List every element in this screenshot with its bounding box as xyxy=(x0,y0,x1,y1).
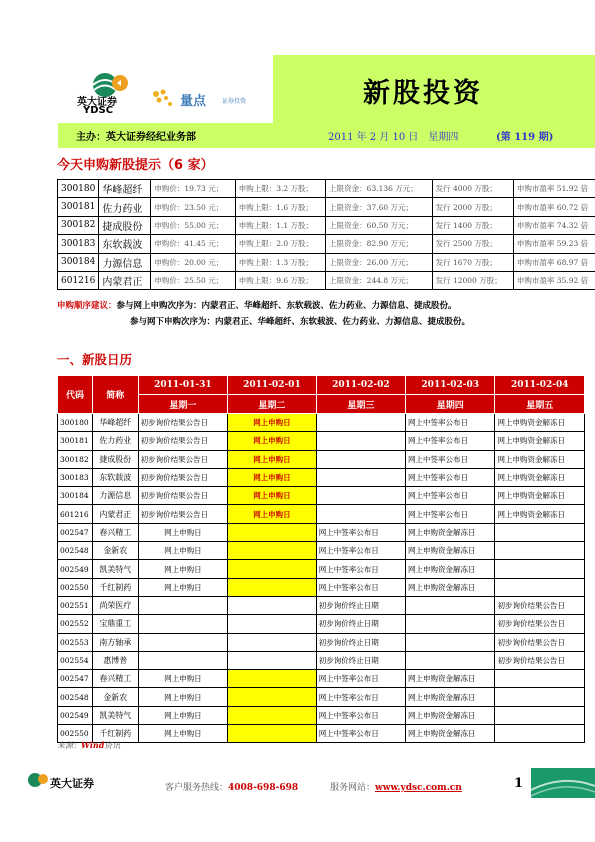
calendar-event xyxy=(138,633,227,651)
calendar-code: 002551 xyxy=(58,596,93,614)
today-ipo-price: 申购价：41.45 元； xyxy=(151,235,235,253)
today-ipo-capital: 上限资金：82.90 万元； xyxy=(326,235,432,253)
today-ipo-limit: 申购上限：2.0 万股； xyxy=(235,235,325,253)
footer-decoration xyxy=(531,768,595,798)
calendar-event: 网上申购资金解冻日 xyxy=(405,725,494,743)
today-ipo-issue: 发行 1670 万股； xyxy=(432,253,513,271)
calendar-name: 捷成股份 xyxy=(92,450,138,468)
col-header-weekday: 星期五 xyxy=(495,395,585,414)
calendar-code: 002547 xyxy=(58,523,93,541)
calendar-event xyxy=(228,633,317,651)
calendar-event: 网上中签率公布日 xyxy=(316,725,405,743)
footer-company: 英大证券 xyxy=(50,777,94,790)
calendar-name: 千红制药 xyxy=(92,578,138,596)
calendar-row xyxy=(58,542,585,560)
calendar-event xyxy=(495,523,585,541)
website-label: 服务网站： xyxy=(330,783,376,793)
calendar-code: 300182 xyxy=(58,450,93,468)
calendar-event xyxy=(138,596,227,614)
calendar-event: 网上申购资金解冻日 xyxy=(405,560,494,578)
calendar-row xyxy=(58,651,585,669)
today-ipo-price: 申购价：23.50 元； xyxy=(151,198,235,216)
calendar-event: 网上中签率公布日 xyxy=(316,542,405,560)
calendar-event: 网上中签率公布日 xyxy=(316,670,405,688)
today-ipo-row xyxy=(58,216,595,234)
calendar-event: 网上申购日 xyxy=(228,450,317,468)
col-header-name: 简称 xyxy=(92,376,138,414)
hotline-label: 客户服务热线： xyxy=(165,783,229,793)
calendar-event xyxy=(316,432,405,450)
logo2-name: 量点 xyxy=(180,94,207,109)
advice-label: 申购顺序建议： xyxy=(57,301,117,311)
today-ipo-limit: 申购上限：9.6 万股； xyxy=(235,271,325,289)
calendar-code: 300184 xyxy=(58,487,93,505)
calendar-name: 宝鼎重工 xyxy=(92,615,138,633)
calendar-name: 惠博普 xyxy=(92,651,138,669)
advice-offline-text: 参与网下申购次序为：内蒙君正、华峰超纤、东软载波、佐力药业、力源信息、捷成股份。 xyxy=(130,317,471,327)
today-ipo-pe: 申购市盈率 35.92 倍 xyxy=(513,271,595,289)
calendar-code: 002547 xyxy=(58,670,93,688)
today-ipo-name: 捷成股份 xyxy=(99,216,151,234)
col-header-date: 2011-01-31 xyxy=(138,376,227,395)
calendar-event xyxy=(228,542,317,560)
today-ipo-limit: 申购上限：1.3 万股； xyxy=(235,253,325,271)
calendar-event xyxy=(316,468,405,486)
calendar-name: 千红制药 xyxy=(92,725,138,743)
calendar-code: 002549 xyxy=(58,706,93,724)
source-prefix: 来源： xyxy=(57,741,81,750)
calendar-code: 002554 xyxy=(58,651,93,669)
calendar-event xyxy=(405,596,494,614)
today-ipo-capital: 上限资金：244.8 万元； xyxy=(326,271,432,289)
today-ipo-table xyxy=(57,179,595,290)
calendar-event: 初步询价终止日期 xyxy=(316,651,405,669)
calendar-event: 初步询价结果公告日 xyxy=(495,596,585,614)
report-date: 2011 年 2 月 10 日 星期四 xyxy=(328,132,459,143)
report-title: 新股投资 xyxy=(363,78,483,109)
calendar-event: 网上中签率公布日 xyxy=(316,523,405,541)
today-ipo-capital: 上限资金：37.60 万元； xyxy=(326,198,432,216)
calendar-code: 002548 xyxy=(58,542,93,560)
calendar-event: 网上申购日 xyxy=(138,670,227,688)
calendar-name: 凯美特气 xyxy=(92,706,138,724)
calendar-name: 尚荣医疗 xyxy=(92,596,138,614)
calendar-row xyxy=(58,633,585,651)
calendar-event: 网上中签率公布日 xyxy=(316,706,405,724)
calendar-event: 网上中签率公布日 xyxy=(405,487,494,505)
today-ipo-name: 东软载波 xyxy=(99,235,151,253)
calendar-name: 内蒙君正 xyxy=(92,505,138,523)
calendar-event: 初步询价结果公告日 xyxy=(495,633,585,651)
col-header-weekday: 星期二 xyxy=(228,395,317,414)
sponsor-text: 主办：英大证券经纪业务部 xyxy=(76,132,196,143)
col-header-date: 2011-02-04 xyxy=(495,376,585,395)
today-ipo-name: 华峰超纤 xyxy=(99,180,151,198)
calendar-event: 初步询价终止日期 xyxy=(316,615,405,633)
calendar-event: 网上申购资金解冻日 xyxy=(405,523,494,541)
calendar-row xyxy=(58,505,585,523)
today-ipo-pe: 申购市盈率 68.97 倍 xyxy=(513,253,595,271)
today-ipo-price: 申购价：19.73 元； xyxy=(151,180,235,198)
logo2-subtitle: 证券投资 xyxy=(222,98,247,105)
calendar-event xyxy=(495,560,585,578)
calendar-event: 网上申购日 xyxy=(138,560,227,578)
calendar-event xyxy=(495,670,585,688)
calendar-event xyxy=(228,670,317,688)
calendar-event xyxy=(405,615,494,633)
calendar-event: 初步询价结果公告日 xyxy=(138,468,227,486)
calendar-code: 002553 xyxy=(58,633,93,651)
calendar-event: 网上申购资金解冻日 xyxy=(405,670,494,688)
source-wind: Wind xyxy=(81,740,105,750)
calendar-event: 网上申购日 xyxy=(228,468,317,486)
calendar-event xyxy=(228,688,317,706)
calendar-event: 网上申购日 xyxy=(228,505,317,523)
today-ipo-price: 申购价：25.50 元； xyxy=(151,271,235,289)
calendar-event: 网上申购资金解冻日 xyxy=(495,505,585,523)
col-header-date: 2011-02-01 xyxy=(228,376,317,395)
calendar-event: 初步询价终止日期 xyxy=(316,633,405,651)
today-ipo-limit: 申购上限：1.6 万股； xyxy=(235,198,325,216)
calendar-row xyxy=(58,578,585,596)
calendar-name: 金新农 xyxy=(92,542,138,560)
calendar-heading: 一、新股日历 xyxy=(57,352,133,367)
today-ipo-pe: 申购市盈率 60.72 倍 xyxy=(513,198,595,216)
calendar-event xyxy=(228,596,317,614)
calendar-event xyxy=(138,651,227,669)
calendar-event xyxy=(316,505,405,523)
calendar-code: 002549 xyxy=(58,560,93,578)
today-ipo-capital: 上限资金：60.50 万元； xyxy=(326,216,432,234)
calendar-row xyxy=(58,523,585,541)
calendar-event xyxy=(228,706,317,724)
calendar-event: 初步询价结果公告日 xyxy=(138,487,227,505)
today-ipo-capital: 上限资金：63.136 万元； xyxy=(326,180,432,198)
calendar-event: 初步询价终止日期 xyxy=(316,596,405,614)
col-header-weekday: 星期三 xyxy=(316,395,405,414)
calendar-name: 华峰超纤 xyxy=(92,414,138,432)
calendar-event xyxy=(495,706,585,724)
issue-number: (第 119 期) xyxy=(496,132,554,143)
calendar-code: 601216 xyxy=(58,505,93,523)
calendar-event: 网上申购日 xyxy=(138,706,227,724)
source-suffix: 资讯 xyxy=(104,741,121,750)
calendar-event: 网上申购日 xyxy=(138,725,227,743)
calendar-name: 凯美特气 xyxy=(92,560,138,578)
calendar-event: 网上申购资金解冻日 xyxy=(495,468,585,486)
calendar-event: 网上申购资金解冻日 xyxy=(495,432,585,450)
today-ipo-issue: 发行 2000 万股； xyxy=(432,198,513,216)
today-ipo-name: 内蒙君正 xyxy=(99,271,151,289)
calendar-row xyxy=(58,706,585,724)
today-ipo-row xyxy=(58,180,595,198)
header-title-area xyxy=(273,55,595,123)
logo-company-abbr: YDSC xyxy=(83,105,114,116)
calendar-event: 初步询价结果公告日 xyxy=(495,615,585,633)
calendar-event: 网上申购资金解冻日 xyxy=(405,578,494,596)
calendar-event: 网上申购日 xyxy=(138,688,227,706)
calendar-event: 网上申购资金解冻日 xyxy=(405,542,494,560)
calendar-code: 002548 xyxy=(58,688,93,706)
footer-logo-icon xyxy=(27,772,49,788)
footer-hotline xyxy=(165,780,298,793)
page-number: 1 xyxy=(514,776,524,791)
calendar-code: 002550 xyxy=(58,725,93,743)
today-ipo-code: 300180 xyxy=(58,180,99,198)
logo-company-name: 英大证券 xyxy=(77,97,117,108)
calendar-name: 南方轴承 xyxy=(92,633,138,651)
calendar-row xyxy=(58,414,585,432)
today-ipo-code: 601216 xyxy=(58,271,99,289)
report-header xyxy=(58,55,595,148)
calendar-code: 300183 xyxy=(58,468,93,486)
calendar-event: 初步询价结果公告日 xyxy=(138,505,227,523)
today-ipo-pe: 申购市盈率 51.92 倍 xyxy=(513,180,595,198)
calendar-event: 网上中签率公布日 xyxy=(405,432,494,450)
today-ipo-name: 佐力药业 xyxy=(99,198,151,216)
data-source xyxy=(57,740,120,751)
calendar-name: 金新农 xyxy=(92,688,138,706)
calendar-name: 力源信息 xyxy=(92,487,138,505)
advice-online xyxy=(57,299,457,311)
calendar-name: 春兴精工 xyxy=(92,670,138,688)
calendar-event: 网上申购资金解冻日 xyxy=(405,688,494,706)
calendar-event: 网上申购日 xyxy=(138,578,227,596)
calendar-event xyxy=(138,615,227,633)
calendar-row xyxy=(58,596,585,614)
today-ipo-limit: 申购上限：1.1 万股； xyxy=(235,216,325,234)
advice-online-text: 参与网上申购次序为：内蒙君正、华峰超纤、东软载波、佐力药业、力源信息、捷成股份。 xyxy=(116,301,457,311)
calendar-event: 网上中签率公布日 xyxy=(405,450,494,468)
today-ipo-row xyxy=(58,253,595,271)
calendar-event: 网上申购日 xyxy=(228,487,317,505)
calendar-row xyxy=(58,432,585,450)
calendar-event: 初步询价结果公告日 xyxy=(138,414,227,432)
calendar-event: 初步询价结果公告日 xyxy=(138,432,227,450)
today-ipo-limit: 申购上限：3.2 万股； xyxy=(235,180,325,198)
today-ipo-code: 300184 xyxy=(58,253,99,271)
today-ipo-issue: 发行 1400 万股； xyxy=(432,216,513,234)
calendar-event xyxy=(405,651,494,669)
today-ipo-row xyxy=(58,198,595,216)
today-ipo-issue: 发行 2500 万股； xyxy=(432,235,513,253)
calendar-event: 网上申购日 xyxy=(138,542,227,560)
col-header-weekday: 星期一 xyxy=(138,395,227,414)
today-ipo-price: 申购价：55.00 元； xyxy=(151,216,235,234)
calendar-event xyxy=(495,542,585,560)
today-ipo-capital: 上限资金：26.00 万元； xyxy=(326,253,432,271)
calendar-event: 网上中签率公布日 xyxy=(316,560,405,578)
calendar-name: 东软载波 xyxy=(92,468,138,486)
today-ipo-name: 力源信息 xyxy=(99,253,151,271)
calendar-row xyxy=(58,560,585,578)
today-ipo-code: 300182 xyxy=(58,216,99,234)
calendar-event xyxy=(228,578,317,596)
today-ipo-pe: 申购市盈率 59.23 倍 xyxy=(513,235,595,253)
calendar-event: 网上申购资金解冻日 xyxy=(495,414,585,432)
header-info-bar xyxy=(58,123,595,148)
footer-website xyxy=(330,780,462,793)
calendar-event: 网上申购资金解冻日 xyxy=(495,487,585,505)
calendar-event xyxy=(495,688,585,706)
calendar-name: 春兴精工 xyxy=(92,523,138,541)
calendar-event: 网上申购日 xyxy=(138,523,227,541)
calendar-event xyxy=(495,725,585,743)
today-ipo-pe: 申购市盈率 74.32 倍 xyxy=(513,216,595,234)
col-header-date: 2011-02-03 xyxy=(405,376,494,395)
calendar-row xyxy=(58,450,585,468)
calendar-row xyxy=(58,468,585,486)
ipo-calendar-table xyxy=(57,375,585,743)
liangdian-logo-icon xyxy=(150,88,180,110)
calendar-event: 初步询价结果公告日 xyxy=(138,450,227,468)
calendar-event: 网上中签率公布日 xyxy=(405,468,494,486)
calendar-event xyxy=(228,560,317,578)
today-ipo-issue: 发行 12000 万股； xyxy=(432,271,513,289)
calendar-event xyxy=(405,633,494,651)
website-link[interactable]: www.ydsc.com.cn xyxy=(375,783,462,793)
calendar-row xyxy=(58,725,585,743)
calendar-event xyxy=(228,523,317,541)
today-ipo-row xyxy=(58,271,595,289)
calendar-name: 佐力药业 xyxy=(92,432,138,450)
calendar-code: 300181 xyxy=(58,432,93,450)
calendar-event xyxy=(316,450,405,468)
calendar-event: 网上申购资金解冻日 xyxy=(495,450,585,468)
calendar-event: 网上中签率公布日 xyxy=(316,578,405,596)
calendar-row xyxy=(58,487,585,505)
hotline-number: 4008-698-698 xyxy=(228,783,299,793)
calendar-event xyxy=(228,615,317,633)
calendar-event xyxy=(316,487,405,505)
calendar-event: 初步询价结果公告日 xyxy=(495,651,585,669)
calendar-event xyxy=(228,725,317,743)
calendar-event xyxy=(316,414,405,432)
col-header-weekday: 星期四 xyxy=(405,395,494,414)
calendar-event: 网上中签率公布日 xyxy=(405,414,494,432)
calendar-row xyxy=(58,615,585,633)
calendar-code: 002550 xyxy=(58,578,93,596)
calendar-event: 网上申购资金解冻日 xyxy=(405,706,494,724)
today-ipo-heading: 今天申购新股提示（6 家） xyxy=(57,158,214,173)
today-ipo-code: 300183 xyxy=(58,235,99,253)
calendar-row xyxy=(58,670,585,688)
col-header-code: 代码 xyxy=(58,376,93,414)
calendar-event: 网上中签率公布日 xyxy=(405,505,494,523)
today-ipo-price: 申购价：20.00 元； xyxy=(151,253,235,271)
calendar-event xyxy=(228,651,317,669)
calendar-event xyxy=(495,578,585,596)
calendar-event: 网上申购日 xyxy=(228,432,317,450)
calendar-code: 002552 xyxy=(58,615,93,633)
calendar-event: 网上中签率公布日 xyxy=(316,688,405,706)
calendar-event: 网上申购日 xyxy=(228,414,317,432)
calendar-code: 300180 xyxy=(58,414,93,432)
col-header-date: 2011-02-02 xyxy=(316,376,405,395)
today-ipo-row xyxy=(58,235,595,253)
today-ipo-code: 300181 xyxy=(58,198,99,216)
calendar-row xyxy=(58,688,585,706)
today-ipo-issue: 发行 4000 万股； xyxy=(432,180,513,198)
